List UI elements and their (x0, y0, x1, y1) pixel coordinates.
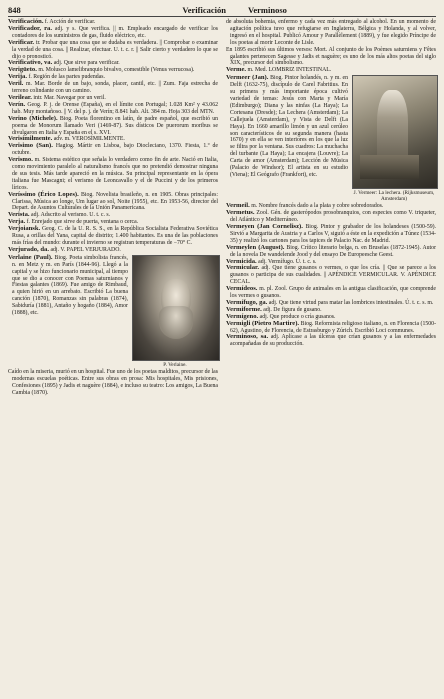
dictionary-entry (226, 321, 436, 335)
entry-headword: Vermífugo, ga. (226, 298, 268, 306)
entry-headword: Verjoiansk. (8, 225, 41, 233)
entry-definition: f. Acción de verificar. (44, 19, 96, 25)
figure-caption: P. Verlaine. (163, 361, 187, 368)
entry-headword: Vermeylen (August). (226, 243, 285, 251)
entry-headword: Verista. (8, 211, 30, 219)
entry-definition: adj. De figura de gusano. (263, 306, 322, 313)
entry-headword: Verín. (8, 100, 26, 108)
entry-headword: Verija. (8, 73, 27, 81)
painting-figure (352, 75, 436, 202)
entry-headword: Verismo. (8, 156, 33, 164)
figure-caption: J. Vermeer: La lechera. (Rijksmuseum, Amsterdam) (353, 190, 435, 203)
left-running-head: Verificación (182, 5, 226, 15)
entry-definition: de absoluta bohemia, enfermo y cada vez más entregado al alcohol. En un momento de agitación política tuvo que refugiarse en Inglaterra, Bélgica y Holanda, y al volver, ingresó en el hospital. Publicó Amour y Parallèlement (1889), y fue elegido Príncipe de los poetas al morir Leconte de Lisle. (226, 19, 436, 46)
entry-definition: Biog. Poeta simbolista francés, n. en Metz y m. en París (1844-96). Llegó a la capital y se hizo funcionario municipal, al tiempo que se dio a conocer con Poemas saturnianos y Fiestas galantes (1869). Fue amigo de Rimbaud, a quien hirió en un arrebato. Escribió La buena canción (1870), Romanzas sin palabras (1874), Sabiduría (1881), Antaño y hogaño (1884), Amor (1888), etc. (12, 254, 128, 317)
entry-headword: Verisímilmente. (8, 135, 53, 143)
entry-definition: m. Sistema estético que señala lo verdadero como fin de arte. Nació en Italia, como movimiento paralelo al naturalismo francés que no pretendió demostrar ninguna de sus tesis. Más tarde apareció en la música. Su principal representante en la ópera italiana fue Mascagni; el verismo de Leoncavallo y el de Puccini y de los primeros líricos. (12, 157, 218, 191)
entry-definition: adj. V. PAPEL VERJURADO. (50, 246, 121, 253)
entry-definition: Biog. Crítico literario belga, n. en Bruselas (1872-1945). Autor de la novela De wandelende Jood y del ensayo De Europeesche Geest. (230, 244, 436, 258)
entry-headword: Vermeil. (226, 202, 250, 210)
entry-definition: m. Molusco lamelibranquio bivalvo, comestible (Venus verrucosa). (38, 67, 195, 74)
entry-headword: Vermeyen (Jan Cornelisz). (226, 222, 303, 230)
dictionary-entry (8, 255, 128, 317)
dictionary-entry (226, 47, 436, 68)
left-column (8, 19, 218, 396)
entry-headword: Verisimo (San). (8, 142, 53, 150)
verlaine-entry-with-portrait (8, 255, 218, 368)
dictionary-entry (226, 334, 436, 348)
vermeer-painting (352, 75, 438, 189)
verlaine-portrait (132, 255, 220, 361)
entry-headword: Vermicular. (226, 264, 260, 272)
dictionary-entry (8, 102, 218, 116)
dictionary-entry (226, 286, 436, 300)
entry-headword: Verificativo, va. (8, 59, 53, 67)
page-number: 848 (8, 5, 21, 15)
dictionary-entry (8, 116, 218, 137)
dictionary-entry (226, 67, 436, 74)
dictionary-entry (8, 143, 218, 157)
entry-headword: Verja. (8, 218, 26, 226)
entry-headword: Verilear. (8, 93, 32, 101)
dictionary-entry (226, 210, 436, 224)
dictionary-entry (226, 245, 436, 259)
entry-definition: m. Nombre francés dado a la plata y cobre sobredorados. (251, 203, 384, 210)
entry-definition: adj. Aplícase a las úlceras que crían gusanos y a las enfermedades acompañadas de su producción. (230, 334, 436, 348)
entry-headword: Vermígeno. (226, 312, 259, 320)
entry-definition: adj. Que tiene gusanos o vermes, o que los cría. || Que se parece a los gusanos o participa de sus cualidades. || APÉNDICE VERMICULAR. V. APÉNDICE CECAL. (230, 265, 436, 286)
entry-definition: Biog. Pintor holandés, n. y m. en Delft (1632-75), discípulo de Carel Fabritius. En su primera y más importante época cultivó variedad de temas: Jesús con Marta y María (Edimburgo); Diana y las ninfas (La Haya); La Cortesana (Dresde); La Lechera (Amsterdam); La Callejuela (Amsterdam), y Vista de Delft (La Haya). En 1660 amarillo limón y un azul cerúleo son característicos de su segunda manera (hasta 1670) y en ella se ven interiores en los que la luz se filtra por la ventana. Sus cuadros: La muchacha del turbante (La Haya); La encajera (Louvre); La Carta de amor (Amsterdam); Lección de Música (Palacio de Windsor); El artista en su estudio (Viena); El Geógrafo (Frankfort), etc. (230, 75, 348, 178)
entry-definition: m. Mar. Borde de un bajo, sonda, placer, cantil, etc. || Zum. Faja estrecha de terreno colindante con un camino. (12, 81, 219, 95)
entry-definition: En 1895 escribió sus últimos versos: Mort. Al conjunto de los Poèmes saturniens y Fêtes galantes pertenecen Sagesse y Jadis et naguère; es uno de los más altos poetas del siglo XIX, precursor del simbolismo. (226, 46, 436, 67)
entry-headword: Verificador, ra. (8, 24, 52, 32)
entry-definition: Biog. Novelista brasileño, n. en 1905. Obras principales: Clarissa, Música ao longe, Um lugar ao sol, Noite (1955), etc. En 1953-56, director del Depart. de Asuntos Culturales de la Unión Panamericana. (12, 191, 219, 212)
dictionary-entry (8, 226, 218, 247)
entry-definition: intr. Mar. Navegar por un veril. (33, 94, 106, 101)
dictionary-entry (8, 247, 218, 254)
entry-headword: Vermídeos. (226, 285, 258, 293)
portrait-figure (132, 255, 218, 368)
vermeer-entry-with-painting (226, 75, 436, 202)
entry-definition: adj. Que sirve para verificar. (53, 60, 120, 67)
entry-headword: Vermetus. (226, 209, 255, 217)
entry-definition: tr. Probar que una cosa que se dudaba es verdadera. || Comprobar o examinar la verdad de una cosa. || Realizar, efectuar. U. t. c. r. || Salir cierto y verdadero lo que se dijo o pronosticó. (12, 39, 219, 60)
entry-definition: adj. Adscrito al verismo. U. t. c. s. (31, 212, 111, 219)
entry-definition: Hagiog. Mártir en Lisboa, bajo Diocleciano, 1370. Fiesta, 1.º de octubre. (12, 143, 218, 157)
right-running-head: Verminoso (248, 5, 287, 15)
entry-definition: Biog. Reformista religioso italiano, n. en Florencia (1500-62), Agustino, de Florencia, de Estrasburgo y Zúrich. Escribió Loci communes. (230, 320, 437, 334)
dictionary-entry (8, 81, 218, 95)
entry-headword: Verino (Michele). (8, 114, 58, 122)
entry-headword: Veríssimo (Érico Lopes). (8, 190, 79, 198)
page-header (8, 4, 436, 17)
entry-headword: Verjurado, da. (8, 245, 49, 253)
entry-headword: Veril. (8, 80, 24, 88)
entry-definition: adj. Vermífugo. Ú. t. c. s. (258, 258, 317, 265)
entry-definition: m. pl. Zool. Grupo de animales en la antigua clasificación, que comprende los vermes o gusanos. (230, 286, 436, 300)
painting-table (360, 155, 419, 180)
text-columns (8, 19, 436, 396)
dictionary-entry (8, 95, 218, 102)
dictionary-entry (8, 40, 218, 61)
entry-definition: f. Región de las partes pudendas. (28, 74, 105, 81)
dictionary-entry (226, 265, 436, 286)
entry-definition: f. Enrejado que sirve de puerta, ventana o cerca. (26, 219, 139, 226)
entry-definition: adj. Que produce o cría gusanos. (259, 313, 336, 320)
entry-definition: Zool. Gén. de gasterópodos prosobranquios, con especies como V. triqueter, del Atlántico y Mediterráneo. (230, 210, 437, 224)
entry-headword: Vermigli (Pietro Martire). (226, 319, 300, 327)
entry-headword: Verlaine (Paul). (8, 253, 53, 261)
dictionary-entry (8, 192, 218, 213)
entry-headword: Verificación. (8, 18, 44, 25)
entry-definition: Caído en la miseria, murió en un hospital. Fue uno de los poetas malditos, precursor de las modernas escuelas poéticas. Entre sus obras en prosa: Mis hospitales, Mis prisiones, Confesiones (1895) y Jadis et naguère (1884), e incluso su teatro: Los amigos, La Buena Cambia (1870). (8, 368, 218, 396)
dictionary-entry (226, 19, 436, 47)
entry-definition: Geog. P. j. de Orense (España), en el límite con Portugal; 1.028 Km² y 43.062 hab. Muy montañoso. || V. del p. j. de Verín; 8.841 hab. Alt. 384 m. Hoja 303 del MTN. (12, 101, 218, 115)
entry-headword: Vermiforme. (226, 305, 262, 313)
entry-headword: Verme. (226, 66, 247, 74)
entry-definition: Biog. Poeta florentino en latín, de padre español, que escribió un poema de Monorum llamado Veri (1469-87). Sus dísticos De puerorum moribus se divulgaron en Italia y España en el s. XVI. (12, 115, 218, 136)
dictionary-entry (8, 369, 218, 397)
entry-headword: Verigüeto. (8, 66, 37, 74)
entry-definition: adv. m. VEROSÍMILMENTE. (53, 136, 125, 143)
dictionary-entry (226, 224, 436, 245)
entry-headword: Verificar. (8, 38, 35, 46)
entry-headword: Vermicida. (226, 257, 257, 265)
entry-definition: adj. y s. Que verifica. || m. Empleado encargado de verificar los contadores de los suministros de gas, fluido eléctrico, etc. (12, 25, 219, 39)
dictionary-entry (226, 75, 348, 179)
entry-definition: Biog. Pintor y grabador de los holandeses (1500-59). Sirvió a Margarita de Austria y a Carlos V, siguió a éste en la expedición a Túnez (1534-35) y realizó los cartones para los tapices de Palacio Nac. de Madrid. (230, 223, 437, 244)
entry-definition: m. Med. LOMBRIZ INTESTINAL. (247, 67, 332, 74)
portrait-beard (159, 306, 193, 339)
right-column (226, 19, 436, 396)
entry-definition: adj. Que tiene virtud para matar las lombrices intestinales. Ú. t. c. s. m. (268, 299, 434, 306)
dictionary-entry (8, 26, 218, 40)
entry-headword: Vermeer (Jan). (226, 74, 269, 82)
entry-headword: Verminoso, sa. (226, 333, 269, 341)
dictionary-entry (8, 157, 218, 192)
entry-definition: Geog. C. de la U. R. S. S., en la República Socialista Federativa Soviética Rusa, a orillas del Yana, capital de distrito; 1.400 habitantes. Es una de las poblaciones más frías del mundo: durante el invierno se registran temperaturas de −70° C. (12, 226, 218, 246)
